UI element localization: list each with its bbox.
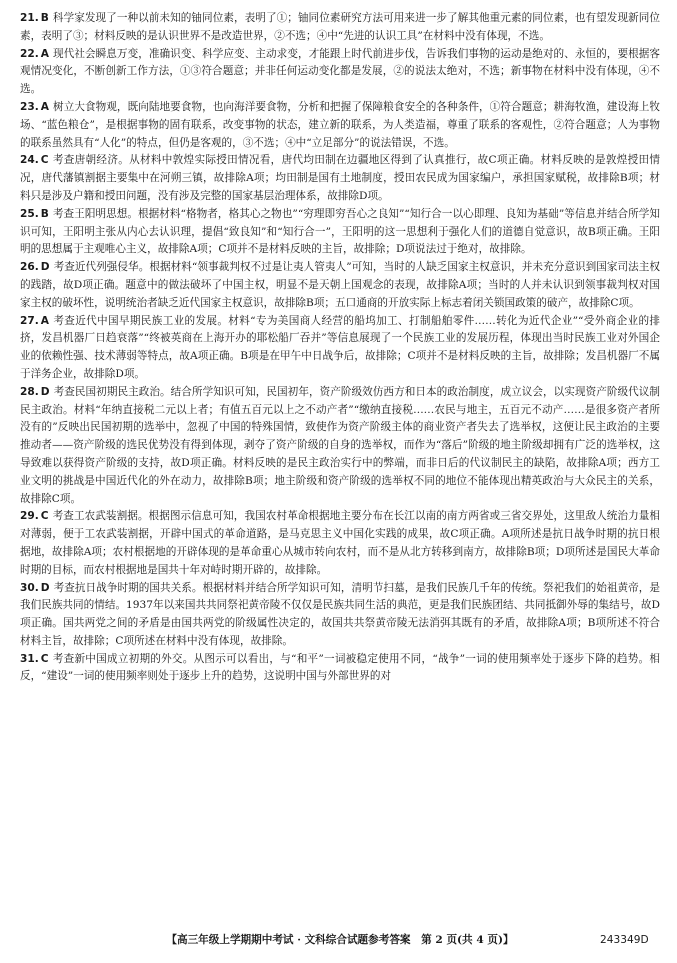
- answer-letter: A: [40, 100, 49, 113]
- question-number: 21.: [20, 12, 39, 24]
- answer-item: [20, 313, 660, 384]
- answer-item: [20, 46, 660, 99]
- page-footer: [0, 932, 677, 948]
- answer-item: [20, 10, 660, 46]
- footer-title: 【高三年级上学期期中考试 · 文科综合试题参考答案 第 2 页(共 4 页)】: [166, 934, 514, 946]
- explanation-text: 考查近代列强侵华。根据材料“领事裁判权不过是让夷人管夷人”可知，当时的人缺乏国家主权意识，并未充分意识到国家司法主权的践踏，故D项正确。题意中的做法破坏了中国主权，明显不是天朝上国观念的表现，故排除A项；当时的人并未认识到领事裁判权对国家主权的破坏性，说明统治者缺乏近代国家主权意识，故排除B项；五口通商的开放实际上标志着闭关锁国政策的破产，故排除C项。: [20, 261, 660, 309]
- question-number: 28.: [20, 385, 39, 398]
- answer-item: [20, 580, 660, 651]
- question-number: 27.: [20, 314, 39, 327]
- question-number: 22.: [20, 47, 39, 60]
- answer-item: [20, 259, 660, 312]
- answer-letter: A: [40, 47, 49, 60]
- answer-letter: C: [40, 652, 49, 665]
- explanation-text: 考查唐朝经济。从材料中敦煌实际授田情况看，唐代均田制在边疆地区得到了认真推行，故C项正确。材料反映的是敦煌授田情况，唐代藩镇割据主要集中在河朔三镇，故排除A项；均田制是国有土地制度，授田农民成为国家编户，承担国家赋税，故排除B项；材料只是涉及户籍和授田问题，没有涉及完整的国家基层治理体系，故排除D项。: [20, 154, 660, 202]
- question-number: 29.: [20, 510, 39, 523]
- explanation-text: 考查王阳明思想。根据材料“格物者，格其心之物也”“穷理即穷吾心之良知”“知行合一以心即理、良知为基础”等信息并结合所学知识可知，王阳明主张从内心去认识理，提倡“致良知”和“知行合一”，王阳明的这一思想利于强化人们的道德自觉意识，故B项正确。王阳明的思想属于主观唯心主义，故排除A项；C项并不是材料反映的主旨，故排除；D项说法过于绝对，故排除。: [20, 207, 660, 256]
- answer-letter: B: [40, 12, 49, 24]
- document-code: 243349D: [600, 934, 649, 946]
- answer-letter: B: [40, 207, 49, 220]
- explanation-text: 考查抗日战争时期的国共关系。根据材料并结合所学知识可知，清明节扫墓，是我们民族几千年的传统。祭祀我们的始祖黄帝，是我们民族共同的情结。1937年以来国共共同祭祀黄帝陵不仅仅是民族共同生活的典范，更是我们民族团结、共同抵御外辱的集结号，故D项正确。国共两党之间的矛盾是由国共两党的阶级属性决定的，故国共共祭黄帝陵无法消弭其既有的矛盾，故排除A项；B项所述不符合材料主旨，故排除；C项所述在材料中没有体现，故排除。: [20, 581, 660, 647]
- answer-item: [20, 508, 660, 579]
- explanation-text: 考查工农武装割据。根据图示信息可知，我国农村革命根据地主要分布在长江以南的南方两省或三省交界处，这里敌人统治力量相对薄弱，便于工农武装割据，开辟中国式的革命道路，是马克思主义中国化实践的成果，故C项正确。A项所述是抗日战争时期的抗日根据地，故排除A项；农村根据地的开辟体现的是革命重心从城市转向农村，而不是从北方转移到南方，故排除B项；D项所述是国民大革命时期的目标，而农村根据地是国共十年对峙时期开辟的，故排除。: [20, 510, 660, 576]
- question-number: 24.: [20, 154, 39, 167]
- explanation-text: 考查新中国成立初期的外交。从图示可以看出，与“和平”一词被稳定使用不同，“战争”一词的使用频率处于逐步下降的趋势。相反，“建设”一词的使用频率则处于逐步上升的趋势，这说明中国与外部世界的对: [20, 652, 660, 683]
- answer-letter: A: [40, 314, 49, 327]
- answer-list: [20, 10, 660, 686]
- answer-letter: C: [40, 510, 49, 523]
- question-number: 26.: [20, 261, 39, 274]
- answer-item: [20, 651, 660, 687]
- question-number: 31.: [20, 652, 39, 665]
- explanation-text: 树立大食物观，既向陆地要食物，也向海洋要食物，分析和把握了保障粮食安全的各种条件，①符合题意；耕海牧渔，建设海上牧场、“蓝色粮仓”，是根据事物的固有联系，改变事物的状态，建立新的联系，为人类造福，尊重了联系的客观性，②符合题意；人为事物的联系虽然具有“人化”的特点，但仍是客观的，③不选；④中“立足部分”的说法错误，不选。: [20, 100, 660, 149]
- explanation-text: 现代社会瞬息万变，准确识变、科学应变、主动求变，才能跟上时代前进步伐，告诉我们事物的运动是绝对的、永恒的，要根据客观情况变化，不断创新工作方法，①③符合题意；并非任何运动变化都是发展，②的说法太绝对，不选；新事物在材料中没有体现，④不选。: [20, 47, 660, 96]
- answer-item: [20, 99, 660, 152]
- answer-item: [20, 384, 660, 509]
- answer-letter: D: [40, 385, 50, 398]
- answer-letter: D: [40, 581, 50, 594]
- explanation-text: 考查近代中国早期民族工业的发展。材料“专为美国商人经营的船坞加工、打制船舶零件……转化为近代企业”“受外商企业的排挤，发昌机器厂日趋衰落”“终被英商在上海开办的耶松船厂吞并”等信息展现了一个民族工业的发展历程，体现出当时民族工业对外国企业的依赖性强、技术薄弱等特点，故A项正确。B项是在甲午中日战争后，故排除；C项并不是材料反映的主旨，故排除；发昌机器厂不属于洋务企业，故排除D项。: [20, 314, 660, 380]
- answer-item: [20, 206, 660, 259]
- explanation-text: 考查民国初期民主政治。结合所学知识可知，民国初年，资产阶级效仿西方和日本的政治制度，成立议会，以实现资产阶级代议制民主政治。材料“年纳直接税二元以上者；有值五百元以上之不动产者”“缴纳直接税……农民与地主，五百元不动产……是很多资产者所没有的”反映出民国初期的选举中，忽视了中国的特殊国情，致使作为资产阶级主体的商业资产者失去了选举权，这便让民主政治的主要推动者——资产阶级的选民优势没有得到体现，剥夺了资产阶级的自身的选举权，而作为“落后”阶级的地主阶级却拥有广泛的选举权，这导致难以获得资产阶级的支持，故D项正确。材料反映的是民主政治实行中的弊端，而非日后的代议制民主的缺陷，故排除A项；西方工业文明的挑战是中国近代化的外在动力，故排除B项；地主阶级和资产阶级的选举权不同的地位不能体现出精英政治与大众民主的关系，故排除C项。: [20, 385, 660, 505]
- question-number: 23.: [20, 100, 39, 113]
- answer-item: [20, 152, 660, 205]
- answer-letter: C: [40, 154, 49, 167]
- question-number: 30.: [20, 581, 39, 594]
- answer-letter: D: [40, 261, 50, 274]
- explanation-text: 科学家发现了一种以前未知的铀同位素，表明了①；铀同位素研究方法可用来进一步了解其他重元素的同位素，也有望发现新同位素，表明了③；材料反映的是认识世界不是改造世界，②不选；④中“先进的认识工具”在材料中没有体现，不选。: [20, 12, 660, 42]
- question-number: 25.: [20, 207, 39, 220]
